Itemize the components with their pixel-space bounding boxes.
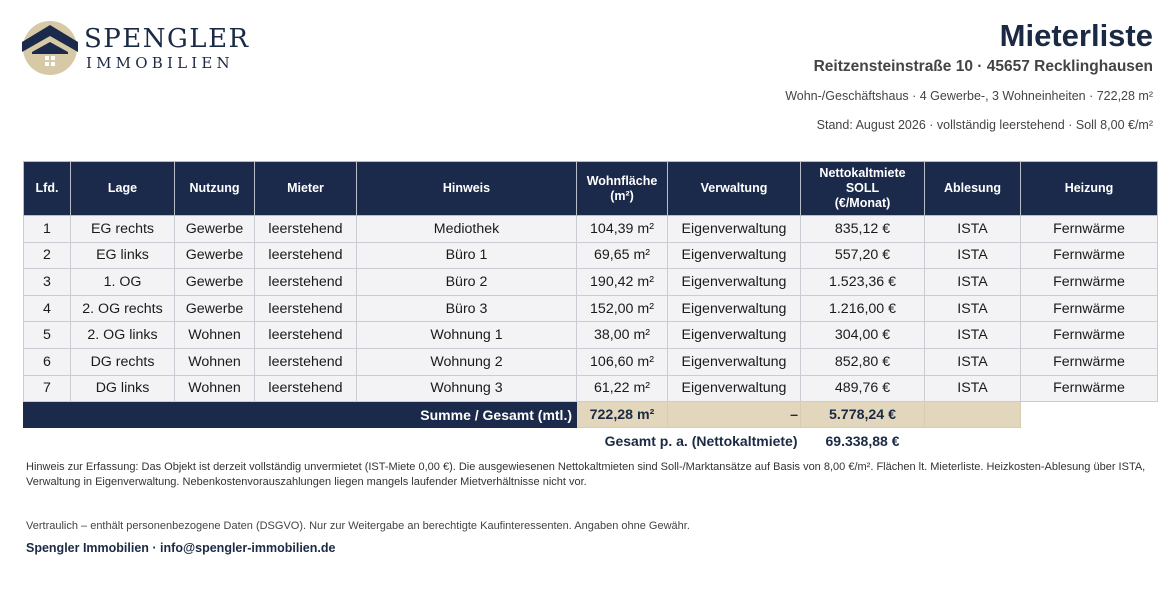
- cell-flaeche: 61,22 m²: [577, 375, 668, 402]
- cell-mieter: leerstehend: [255, 242, 357, 269]
- cell-miete: 835,12 €: [801, 216, 925, 243]
- col-header-wohnflaeche: [577, 162, 668, 216]
- summary-miete: 5.778,24 €: [801, 402, 925, 428]
- cell-nutzung: Wohnen: [175, 322, 255, 349]
- cell-mieter: leerstehend: [255, 216, 357, 243]
- cell-lfd: 7: [24, 375, 71, 402]
- cell-lage: 2. OG links: [71, 322, 175, 349]
- company-logo: [22, 20, 252, 80]
- summary-row: [24, 402, 1158, 428]
- cell-hinweis: Wohnung 1: [357, 322, 577, 349]
- cell-nutzung: Wohnen: [175, 375, 255, 402]
- cell-flaeche: 190,42 m²: [577, 269, 668, 296]
- cell-nutzung: Gewerbe: [175, 242, 255, 269]
- cell-hinweis: Büro 2: [357, 269, 577, 296]
- cell-flaeche: 106,60 m²: [577, 348, 668, 375]
- cell-lfd: 3: [24, 269, 71, 296]
- cell-lfd: 4: [24, 295, 71, 322]
- cell-heizung: Fernwärme: [1021, 242, 1158, 269]
- summary-label: Summe / Gesamt (mtl.): [24, 402, 577, 428]
- cell-lage: DG rechts: [71, 348, 175, 375]
- table-row: [24, 242, 1158, 269]
- table-row: [24, 295, 1158, 322]
- cell-ablesung: ISTA: [925, 295, 1021, 322]
- cell-heizung: Fernwärme: [1021, 375, 1158, 402]
- annual-miete: 69.338,88 €: [801, 428, 925, 454]
- annual-label: Gesamt p. a. (Nettokaltmiete): [24, 428, 801, 454]
- status-line: Stand: August 2026 · vollständig leerstehend · Soll 8,00 €/m²: [816, 118, 1153, 132]
- house-logo-icon: [22, 20, 78, 76]
- table-row: [24, 375, 1158, 402]
- page-title: Mieterliste: [999, 18, 1153, 53]
- cell-flaeche: 69,65 m²: [577, 242, 668, 269]
- cell-ablesung: ISTA: [925, 269, 1021, 296]
- cell-verwaltung: Eigenverwaltung: [668, 242, 801, 269]
- col-header-wohnflaeche-unit: (m²): [610, 188, 634, 203]
- cell-lfd: 5: [24, 322, 71, 349]
- cell-mieter: leerstehend: [255, 322, 357, 349]
- summary-ablesung-empty: [925, 402, 1021, 428]
- cell-lfd: 6: [24, 348, 71, 375]
- cell-mieter: leerstehend: [255, 295, 357, 322]
- col-header-ablesung: Ablesung: [925, 162, 1021, 216]
- summary-verwaltung: –: [668, 402, 801, 428]
- cell-ablesung: ISTA: [925, 216, 1021, 243]
- logo-name-top: SPENGLER: [84, 24, 250, 54]
- col-header-miete-label: Nettokaltmiete: [819, 166, 906, 180]
- annual-row: [24, 428, 1158, 454]
- cell-lage: EG rechts: [71, 216, 175, 243]
- cell-nutzung: Wohnen: [175, 348, 255, 375]
- col-header-lage: Lage: [71, 162, 175, 216]
- cell-heizung: Fernwärme: [1021, 269, 1158, 296]
- cell-hinweis: Wohnung 2: [357, 348, 577, 375]
- cell-hinweis: Büro 1: [357, 242, 577, 269]
- property-address: Reitzensteinstraße 10 · 45657 Recklinghausen: [813, 58, 1153, 75]
- col-header-wohnflaeche-label: Wohnfläche: [586, 173, 658, 188]
- cell-miete: 557,20 €: [801, 242, 925, 269]
- cell-miete: 852,80 €: [801, 348, 925, 375]
- cell-heizung: Fernwärme: [1021, 348, 1158, 375]
- capture-note: Hinweis zur Erfassung: Das Objekt ist derzeit vollständig unvermietet (IST-Miete 0,00 €). Die ausgewiesenen Nettokaltmieten sind Soll-/Marktansätze auf Basis von 8,00 €/m². Flächen lt. Mieterliste. Heizkosten-Ablesung über ISTA, Verwaltung in Eigenverwaltung. Nebenkostenvorauszahlungen liegen mangels laufender Mietverhältnisse nicht vor.: [26, 461, 1146, 488]
- table-row: [24, 216, 1158, 243]
- cell-miete: 304,00 €: [801, 322, 925, 349]
- confidentiality-note: Vertraulich – enthält personenbezogene Daten (DSGVO). Nur zur Weitergabe an berechtigte Kaufinteressenten. Angaben ohne Gewähr.: [26, 520, 690, 532]
- cell-mieter: leerstehend: [255, 348, 357, 375]
- cell-flaeche: 104,39 m²: [577, 216, 668, 243]
- cell-lage: EG links: [71, 242, 175, 269]
- cell-heizung: Fernwärme: [1021, 322, 1158, 349]
- annual-empty-2: [1021, 428, 1158, 454]
- table-row: [24, 348, 1158, 375]
- cell-heizung: Fernwärme: [1021, 216, 1158, 243]
- cell-mieter: leerstehend: [255, 269, 357, 296]
- cell-lage: DG links: [71, 375, 175, 402]
- cell-ablesung: ISTA: [925, 375, 1021, 402]
- cell-lage: 2. OG rechts: [71, 295, 175, 322]
- cell-lfd: 1: [24, 216, 71, 243]
- cell-verwaltung: Eigenverwaltung: [668, 295, 801, 322]
- cell-verwaltung: Eigenverwaltung: [668, 269, 801, 296]
- summary-heizung-empty: [1021, 402, 1158, 428]
- cell-miete: 1.216,00 €: [801, 295, 925, 322]
- cell-verwaltung: Eigenverwaltung: [668, 348, 801, 375]
- tenant-table: [23, 161, 1158, 454]
- col-header-miete-soll: SOLL: [845, 181, 880, 195]
- cell-ablesung: ISTA: [925, 348, 1021, 375]
- cell-flaeche: 38,00 m²: [577, 322, 668, 349]
- cell-ablesung: ISTA: [925, 242, 1021, 269]
- cell-hinweis: Wohnung 3: [357, 375, 577, 402]
- cell-verwaltung: Eigenverwaltung: [668, 216, 801, 243]
- cell-verwaltung: Eigenverwaltung: [668, 322, 801, 349]
- table-header-row: [24, 162, 1158, 216]
- cell-miete: 489,76 €: [801, 375, 925, 402]
- table-row: [24, 269, 1158, 296]
- col-header-hinweis: Hinweis: [357, 162, 577, 216]
- cell-lage: 1. OG: [71, 269, 175, 296]
- cell-hinweis: Büro 3: [357, 295, 577, 322]
- cell-miete: 1.523,36 €: [801, 269, 925, 296]
- cell-nutzung: Gewerbe: [175, 269, 255, 296]
- cell-flaeche: 152,00 m²: [577, 295, 668, 322]
- cell-ablesung: ISTA: [925, 322, 1021, 349]
- logo-name-bottom: IMMOBILIEN: [86, 54, 234, 72]
- cell-mieter: leerstehend: [255, 375, 357, 402]
- cell-nutzung: Gewerbe: [175, 216, 255, 243]
- cell-heizung: Fernwärme: [1021, 295, 1158, 322]
- col-header-lfd: Lfd.: [24, 162, 71, 216]
- cell-nutzung: Gewerbe: [175, 295, 255, 322]
- col-header-nettokaltmiete: [801, 162, 925, 216]
- footer-contact: Spengler Immobilien · info@spengler-immobilien.de: [26, 541, 336, 555]
- cell-verwaltung: Eigenverwaltung: [668, 375, 801, 402]
- col-header-verwaltung: Verwaltung: [668, 162, 801, 216]
- col-header-miete-unit: (€/Monat): [834, 196, 891, 210]
- table-row: [24, 322, 1158, 349]
- summary-flaeche: 722,28 m²: [577, 402, 668, 428]
- cell-lfd: 2: [24, 242, 71, 269]
- annual-empty-1: [925, 428, 1021, 454]
- col-header-nutzung: Nutzung: [175, 162, 255, 216]
- cell-hinweis: Mediothek: [357, 216, 577, 243]
- col-header-mieter: Mieter: [255, 162, 357, 216]
- property-summary: Wohn-/Geschäftshaus · 4 Gewerbe-, 3 Wohneinheiten · 722,28 m²: [785, 89, 1153, 103]
- col-header-heizung: Heizung: [1021, 162, 1158, 216]
